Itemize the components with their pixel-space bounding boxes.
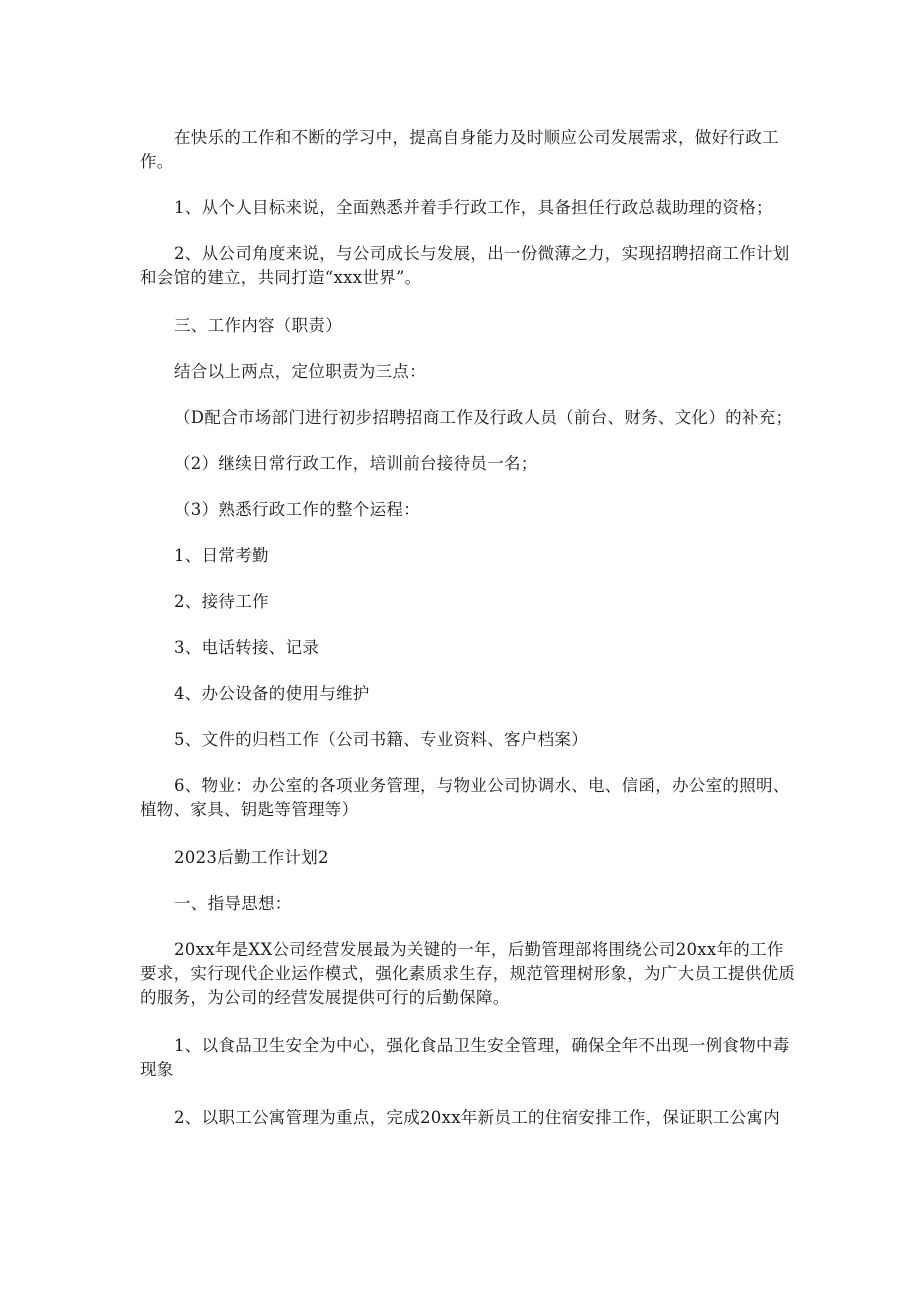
paragraph-duties-intro: 结合以上两点，定位职责为三点： bbox=[174, 362, 426, 381]
list-item-property: 6、物业：办公室的各项业务管理，与物业公司协调水、电、信函，办公室的照明、植物、家具、钥匙等管理等） bbox=[140, 776, 790, 819]
paragraph-duty-2: （2）继续日常行政工作，培训前台接待员一名； bbox=[174, 454, 538, 473]
section-heading-guiding: 一、指导思想： bbox=[174, 894, 292, 913]
paragraph-dormitory: 2、以职工公寓管理为重点，完成20xx年新员工的住宿安排工作，保证职工公寓内 bbox=[174, 1108, 781, 1127]
paragraph-goal-1: 1、从个人目标来说，全面熟悉并着手行政工作，具备担任行政总裁助理的资格； bbox=[174, 198, 773, 217]
list-item-equipment: 4、办公设备的使用与维护 bbox=[174, 684, 370, 703]
paragraph-duty-3: （3）熟悉行政工作的整个运程： bbox=[174, 500, 420, 519]
paragraph-food-safety: 1、以食品卫生安全为中心，强化食品卫生安全管理，确保全年不出现一例食物中毒现象 bbox=[140, 1036, 790, 1079]
list-item-filing: 5、文件的归档工作（公司书籍、专业资料、客户档案） bbox=[174, 730, 588, 749]
list-item-attendance: 1、日常考勤 bbox=[174, 546, 269, 565]
section-heading-duties: 三、工作内容（职责） bbox=[174, 316, 342, 335]
paragraph-intro: 在快乐的工作和不断的学习中，提高自身能力及时顺应公司发展需求，做好行政工作。 bbox=[140, 128, 779, 171]
paragraph-goal-2: 2、从公司角度来说，与公司成长与发展，出一份微薄之力，实现招聘招商工作计划和会馆的建立，共同打造“xxx世界”。 bbox=[140, 244, 790, 287]
document-subtitle: 2023后勤工作计划2 bbox=[174, 848, 329, 867]
paragraph-guiding: 20xx年是XX公司经营发展最为关键的一年，后勤管理部将围绕公司20xx年的工作要求，实行现代企业运作模式，强化素质求生存，规范管理树形象，为广大员工提供优质的服务，为公司的经营发展提供可行的后勤保障。 bbox=[140, 940, 796, 1007]
list-item-phone: 3、电话转接、记录 bbox=[174, 638, 320, 657]
list-item-reception: 2、接待工作 bbox=[174, 592, 269, 611]
paragraph-duty-1: （D配合市场部门进行初步招聘招商工作及行政人员（前台、财务、文化）的补充； bbox=[174, 408, 793, 427]
